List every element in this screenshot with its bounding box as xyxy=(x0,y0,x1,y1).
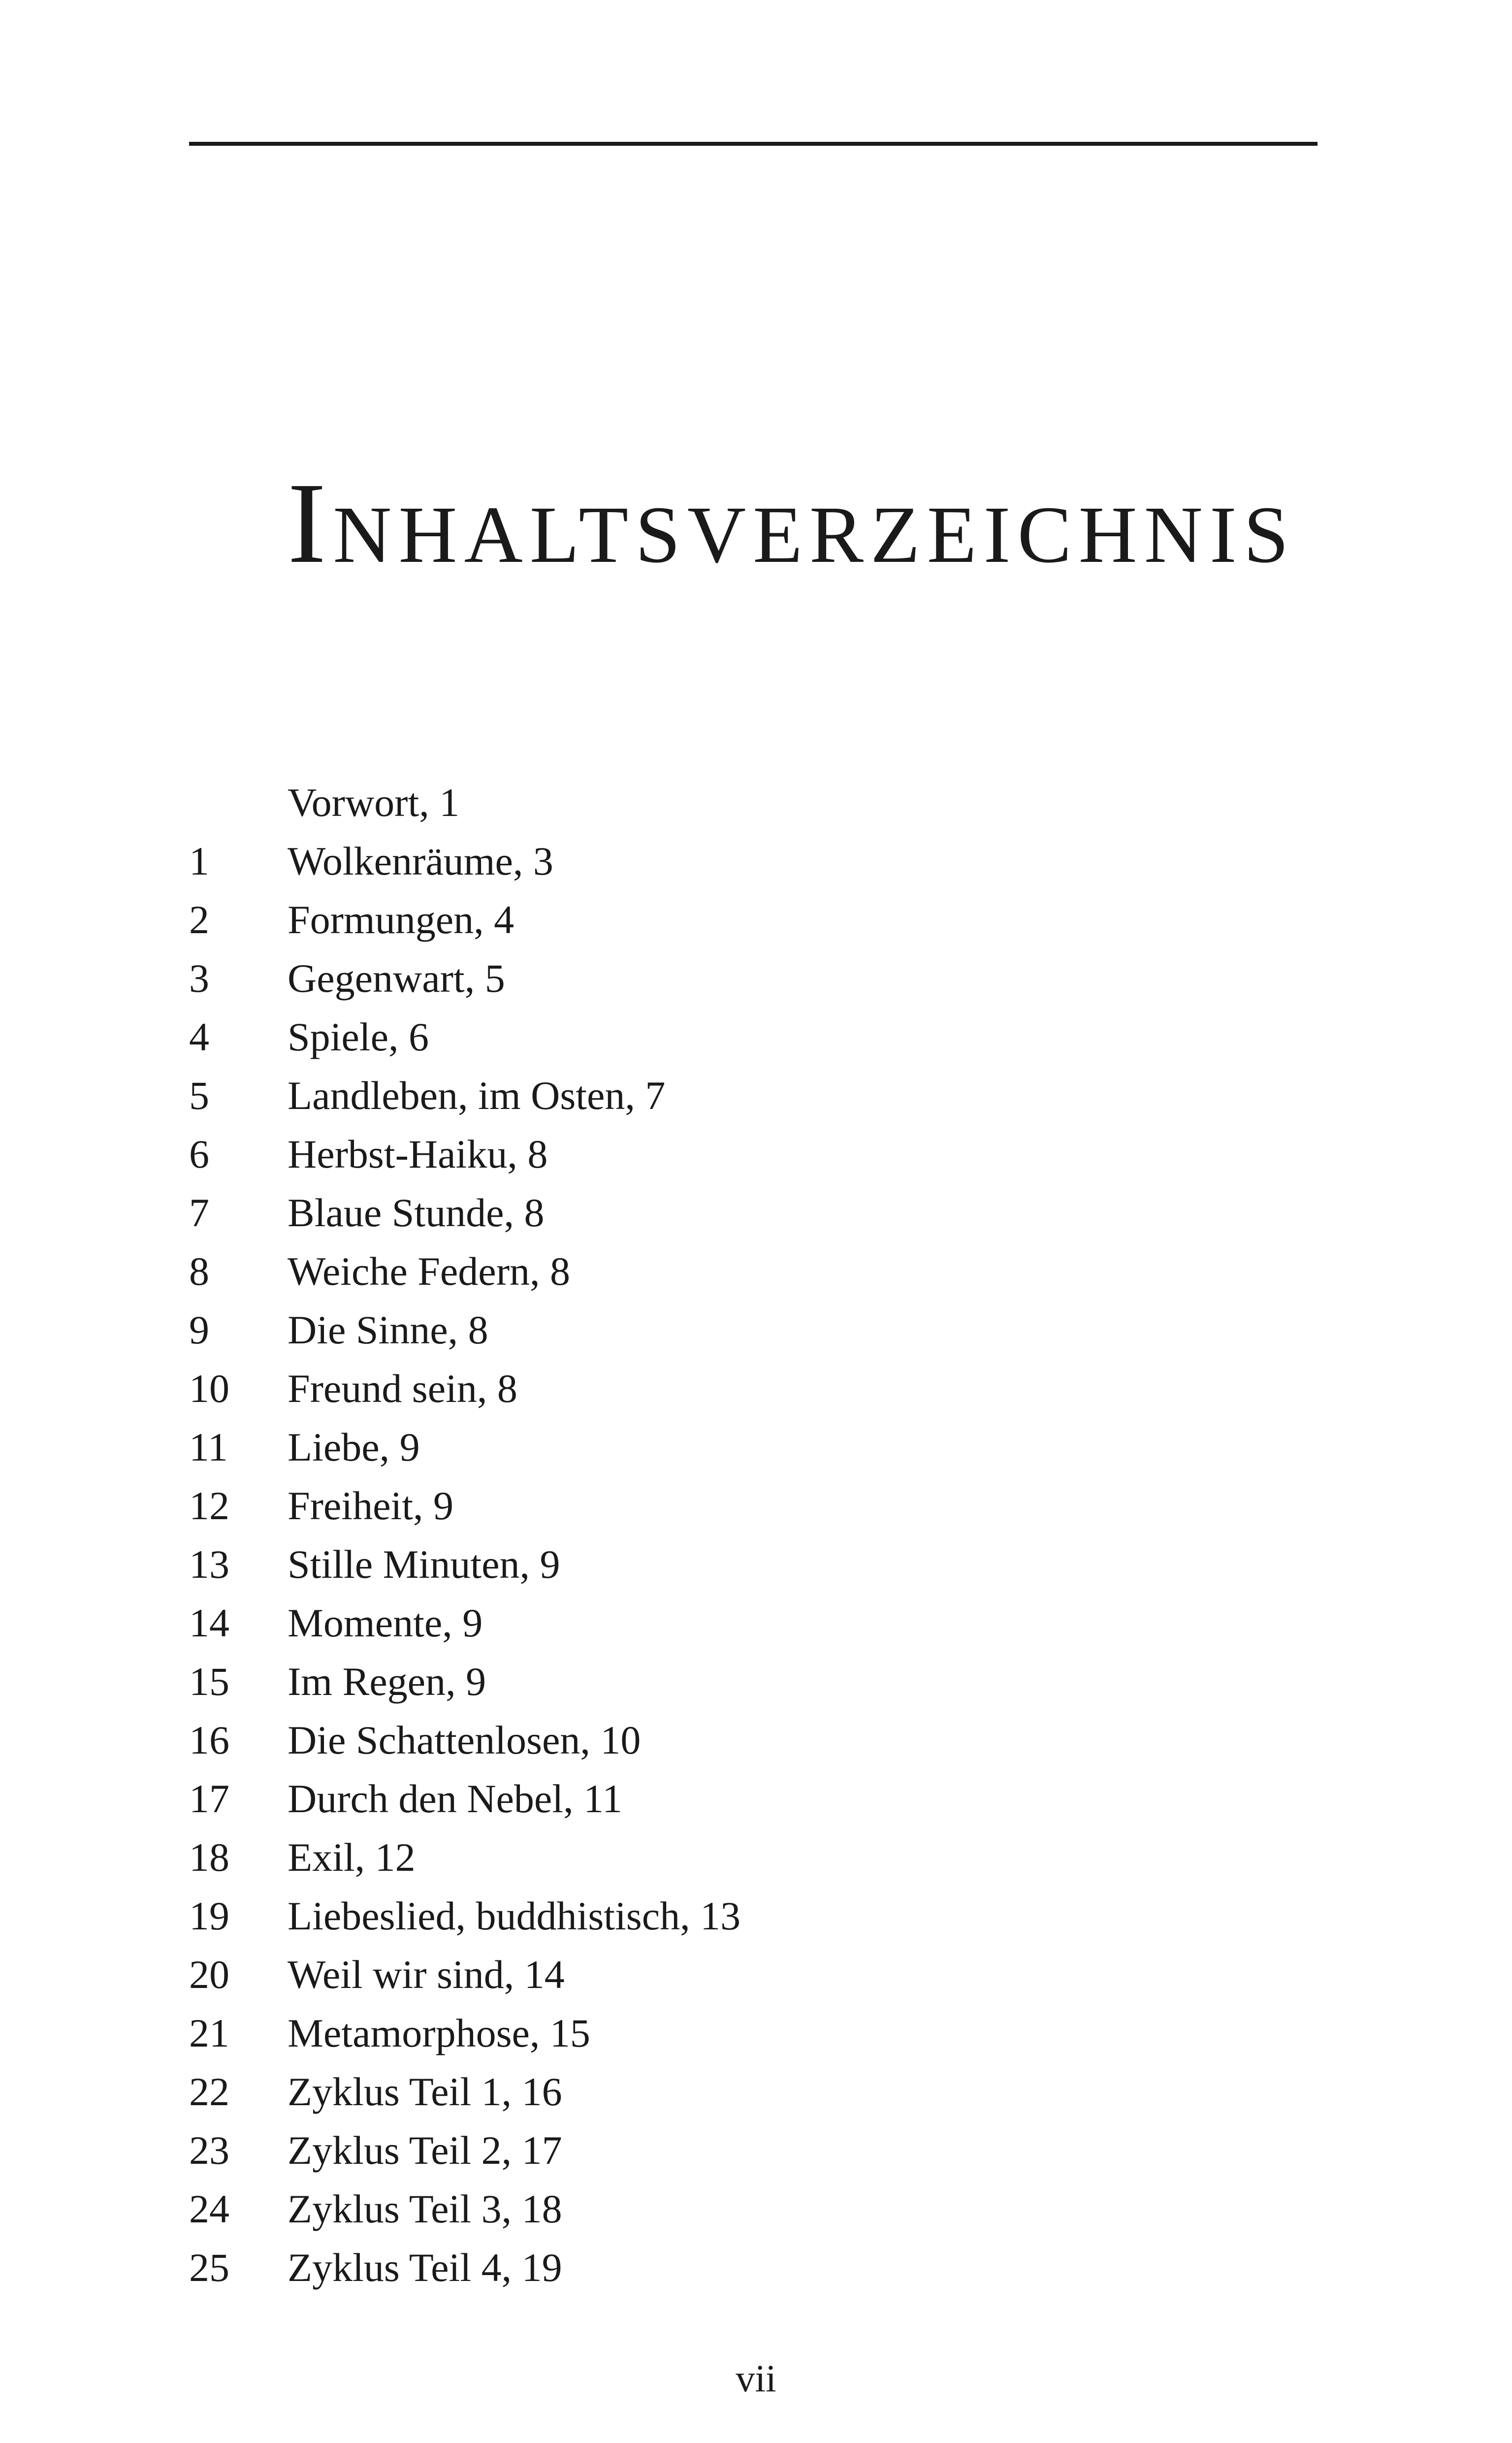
toc-entry-title: Zyklus Teil 2, 17 xyxy=(288,2128,562,2173)
toc-entry xyxy=(0,832,1512,890)
toc-entry-title: Herbst-Haiku, 8 xyxy=(288,1132,548,1176)
toc-entry xyxy=(0,773,1512,832)
toc-entry-number: 21 xyxy=(189,2011,229,2055)
toc-entry-title: Spiele, 6 xyxy=(288,1014,429,1059)
toc-entry-number: 6 xyxy=(189,1132,209,1176)
toc-entry-number: 17 xyxy=(189,1776,229,1821)
toc-entry-number: 18 xyxy=(189,1835,229,1880)
toc-entry-title: Exil, 12 xyxy=(288,1835,416,1880)
toc-entry-title: Freiheit, 9 xyxy=(288,1483,454,1528)
toc-entry-number: 3 xyxy=(189,956,209,1001)
toc-entry xyxy=(0,1066,1512,1125)
toc-entry xyxy=(0,1535,1512,1594)
toc-entry xyxy=(0,1769,1512,1828)
toc-entry-number: 19 xyxy=(189,1893,229,1938)
toc-entry-title: Zyklus Teil 4, 19 xyxy=(288,2245,562,2290)
toc-entry-number: 2 xyxy=(189,897,209,942)
toc-entry-number: 8 xyxy=(189,1249,209,1294)
toc-entry xyxy=(0,1125,1512,1183)
toc-entry xyxy=(0,890,1512,949)
table-of-contents xyxy=(0,773,1512,2297)
toc-entry-title: Freund sein, 8 xyxy=(288,1366,517,1411)
toc-entry-title: Die Sinne, 8 xyxy=(288,1307,488,1352)
toc-entry-title: Gegenwart, 5 xyxy=(288,956,505,1001)
toc-entry-number: 7 xyxy=(189,1190,209,1235)
toc-entry xyxy=(0,2121,1512,2180)
toc-entry-number: 25 xyxy=(189,2245,229,2290)
toc-entry-title: Durch den Nebel, 11 xyxy=(288,1776,623,1821)
toc-entry xyxy=(0,1711,1512,1769)
toc-entry-title: Wolkenräume, 3 xyxy=(288,839,553,883)
toc-entry-title: Metamorphose, 15 xyxy=(288,2011,590,2055)
toc-entry-title: Zyklus Teil 3, 18 xyxy=(288,2186,562,2231)
toc-entry-number: 23 xyxy=(189,2128,229,2173)
toc-entry xyxy=(0,2004,1512,2062)
header-rule xyxy=(189,142,1318,146)
toc-entry-number: 15 xyxy=(189,1659,229,1704)
toc-entry-number: 9 xyxy=(189,1307,209,1352)
toc-entry-number: 20 xyxy=(189,1952,229,1997)
toc-entry xyxy=(0,1945,1512,2004)
toc-entry-number: 13 xyxy=(189,1542,229,1587)
toc-entry-number: 22 xyxy=(189,2069,229,2114)
toc-entry xyxy=(0,2238,1512,2297)
toc-entry-number: 12 xyxy=(189,1483,229,1528)
toc-entry-title: Weil wir sind, 14 xyxy=(288,1952,565,1997)
toc-entry-title: Liebe, 9 xyxy=(288,1425,420,1469)
toc-entry-number: 4 xyxy=(189,1014,209,1059)
toc-entry-title: Momente, 9 xyxy=(288,1600,483,1645)
toc-entry xyxy=(0,1183,1512,1242)
toc-entry-number: 10 xyxy=(189,1366,229,1411)
toc-entry-title: Landleben, im Osten, 7 xyxy=(288,1073,666,1118)
toc-entry-number: 16 xyxy=(189,1718,229,1762)
toc-entry xyxy=(0,1301,1512,1359)
toc-entry-number: 5 xyxy=(189,1073,209,1118)
toc-entry-title: Zyklus Teil 1, 16 xyxy=(288,2069,562,2114)
toc-entry xyxy=(0,1594,1512,1652)
page-title: Inhaltsverzeichnis xyxy=(288,459,1296,587)
toc-entry-number: 24 xyxy=(189,2186,229,2231)
toc-entry xyxy=(0,1008,1512,1066)
page-number: vii xyxy=(736,2357,776,2400)
toc-entry-title: Blaue Stunde, 8 xyxy=(288,1190,545,1235)
toc-entry-title: Die Schattenlosen, 10 xyxy=(288,1718,641,1762)
toc-entry-number: 11 xyxy=(189,1425,228,1469)
toc-entry xyxy=(0,1887,1512,1945)
toc-entry-title: Weiche Federn, 8 xyxy=(288,1249,570,1294)
toc-entry xyxy=(0,1652,1512,1711)
toc-entry xyxy=(0,1418,1512,1476)
toc-entry-title: Vorwort, 1 xyxy=(288,780,460,825)
toc-entry xyxy=(0,1476,1512,1535)
toc-entry-title: Im Regen, 9 xyxy=(288,1659,486,1704)
toc-entry-title: Liebeslied, buddhistisch, 13 xyxy=(288,1893,741,1938)
toc-entry xyxy=(0,1359,1512,1418)
toc-entry-title: Stille Minuten, 9 xyxy=(288,1542,560,1587)
toc-entry xyxy=(0,2180,1512,2238)
toc-entry-number: 14 xyxy=(189,1600,229,1645)
toc-entry xyxy=(0,1242,1512,1301)
toc-entry-title: Formungen, 4 xyxy=(288,897,515,942)
toc-entry xyxy=(0,2062,1512,2121)
toc-entry xyxy=(0,949,1512,1008)
toc-entry-number: 1 xyxy=(189,839,209,883)
toc-entry xyxy=(0,1828,1512,1887)
